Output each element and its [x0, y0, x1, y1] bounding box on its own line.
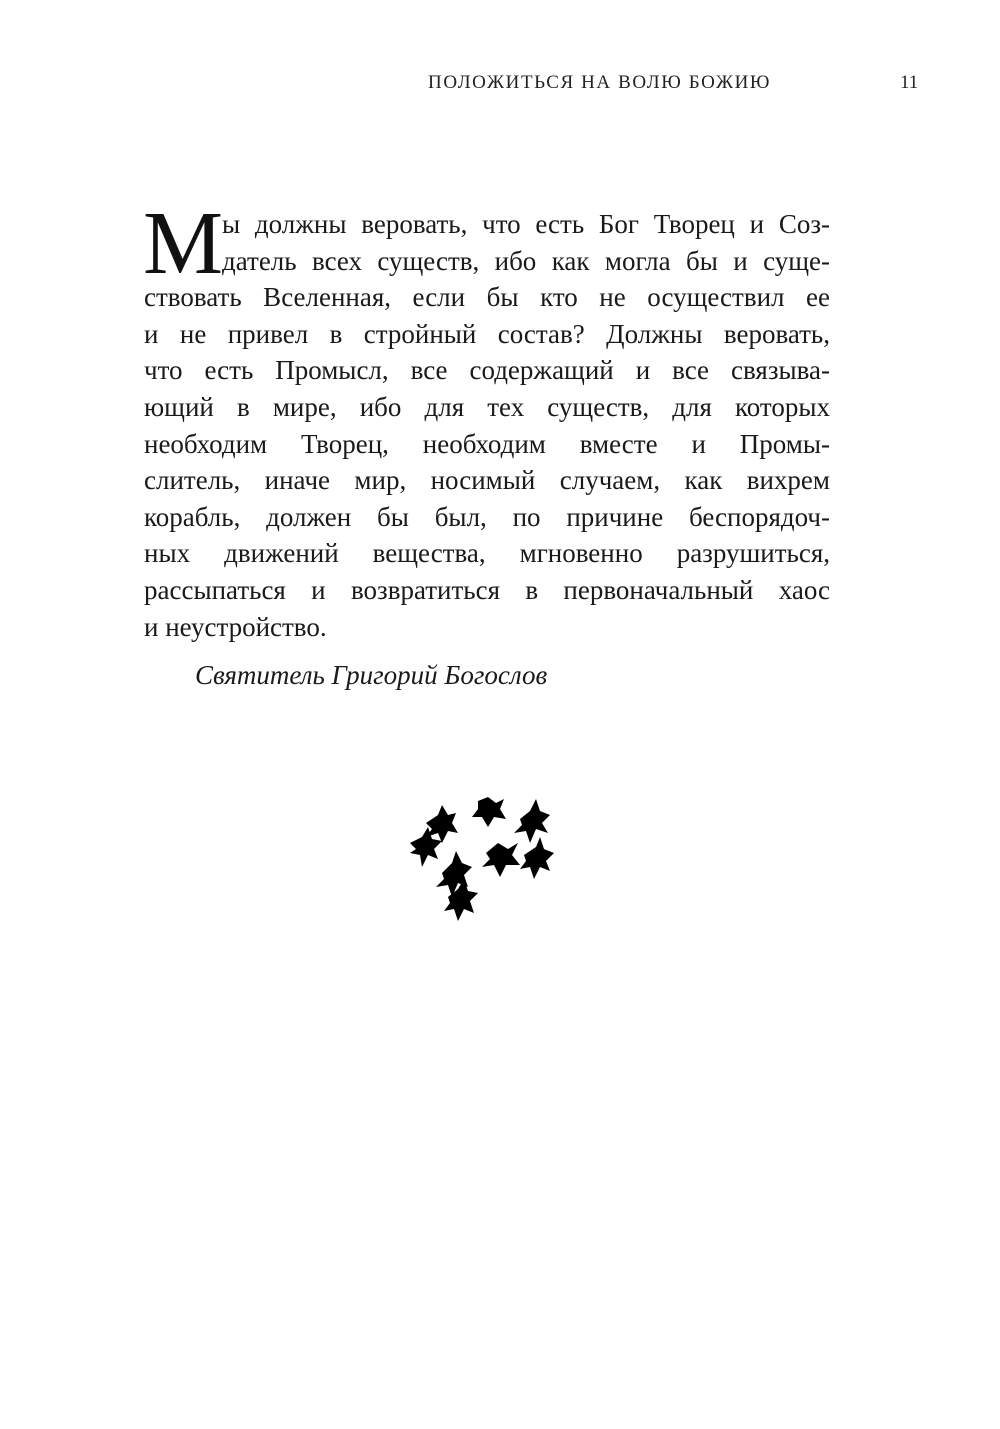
quote-attribution: Святитель Григорий Богослов	[195, 660, 548, 690]
quote-line: и неустройство.	[144, 611, 327, 642]
quote-line: ющий в мире, ибо для тех существ, для которых	[144, 391, 830, 422]
quote-body	[143, 194, 830, 645]
quote-line: что есть Промысл, все содержащий и все связыва-	[144, 355, 830, 386]
bird-shape	[472, 797, 506, 827]
bird-shape	[482, 843, 520, 877]
quote-line: корабль, должен бы был, по причине беспорядоч-	[144, 501, 830, 532]
quote-line: ствовать Вселенная, если бы кто не осуществил ее	[144, 282, 830, 313]
quote-line: рассыпаться и возвратиться в первоначальный хаос	[144, 574, 830, 605]
quote-line: датель всех существ, ибо как могла бы и суще-	[222, 245, 830, 276]
page-number: 11	[900, 72, 919, 93]
quote-line: необходим Творец, необходим вместе и Промы-	[144, 428, 830, 459]
running-head-title: ПОЛОЖИТЬСЯ НА ВОЛЮ БОЖИЮ	[428, 72, 772, 93]
quote-line: ы должны веровать, что есть Бог Творец и Соз-	[222, 209, 830, 239]
bird-shape	[520, 837, 554, 879]
birds-flock-icon	[408, 793, 558, 923]
quote-line: ных движений вещества, мгновенно разрушиться,	[144, 538, 830, 569]
quote-line: и не привел в стройный состав? Должны веровать,	[144, 318, 830, 349]
bird-shape	[514, 799, 550, 843]
drop-cap: М	[143, 194, 224, 293]
quote-line: слитель, иначе мир, носимый случаем, как вихрем	[144, 465, 830, 496]
